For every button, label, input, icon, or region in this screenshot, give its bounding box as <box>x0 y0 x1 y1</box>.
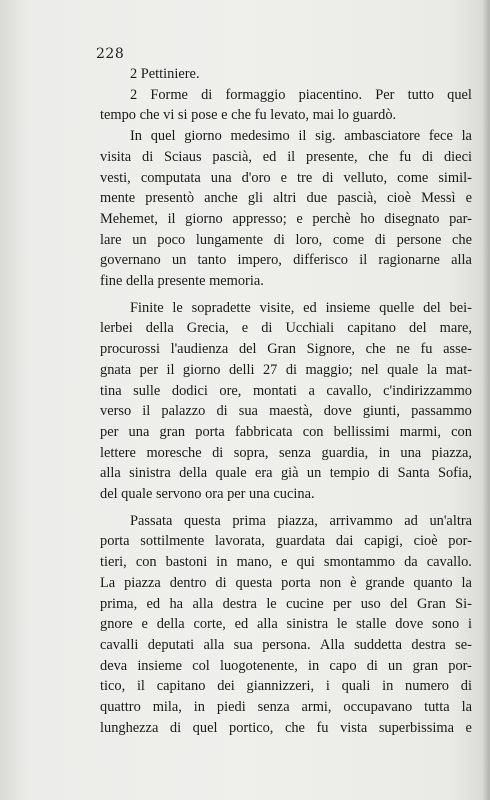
text-line: quattro mila, in piedi senza armi, occupavano tutta la <box>100 699 472 716</box>
text-line: tieri, con bastoni in mano, e qui smontammo da cavallo. <box>100 554 472 571</box>
text-line: Passata questa prima piazza, arrivammo ad un'altra <box>130 512 472 529</box>
text-line: In quel giorno medesimo il sig. ambasciatore fece la <box>130 128 472 145</box>
text-line: Finite le sopradette visite, ed insieme quelle del bei- <box>130 299 472 316</box>
list-item: 2 Pettiniere. <box>130 66 200 82</box>
page-number: 228 <box>96 46 125 62</box>
text-line: 2 Forme di formaggio piacentino. Per tutto quel <box>130 86 472 103</box>
text-line: tina sulle dodici ore, montati a cavallo, c'indirizzammo <box>100 382 472 399</box>
text-line: lunghezza di quel portico, che fu vista superbissima e <box>100 719 472 736</box>
text-line: lerbei della Grecia, e di Ucchiali capitano del mare, <box>100 320 472 337</box>
page-text <box>100 64 472 739</box>
text-line: prima, ed ha alla destra le cucine per uso del Gran Si- <box>100 595 472 612</box>
text-line: gnore e della corte, ed alla sinistra le stalle dove sono i <box>100 616 472 633</box>
page-edge-shadow <box>482 0 490 800</box>
text-line: fine della presente memoria. <box>100 273 264 290</box>
text-line: mente presentò anche gli altri due pascià, cioè Messì e <box>100 190 472 207</box>
text-line: tempo che vi si pose e che fu levato, mai lo guardò. <box>100 107 397 124</box>
text-line: verso il palazzo di sua maestà, dove giunti, passammo <box>100 403 472 420</box>
text-line: cavalli deputati alla sua persona. Alla suddetta destra se- <box>100 636 472 653</box>
text-line: La piazza dentro di questa porta non è grande quanto la <box>100 574 472 591</box>
text-line: gnata per il giorno delli 27 di maggio; nel quale la mat- <box>100 361 472 378</box>
text-line: lettere moresche di sopra, senza guardia, in una piazza, <box>100 444 472 461</box>
text-line: deva insieme col luogotenente, in capo di un gran por- <box>100 657 472 674</box>
text-line: lare un poco lungamente di loro, come di persone che <box>100 231 472 248</box>
text-line: tico, il capitano dei giannizzeri, i quali in numero di <box>100 678 472 695</box>
text-line: alla sinistra della quale era già un tempio di Santa Sofia, <box>100 465 472 482</box>
text-line: procurossi l'audienza del Gran Signore, che ne fu asse- <box>100 341 472 358</box>
text-line: del quale servono ora per una cucina. <box>100 486 315 503</box>
text-line: governano un tanto impero, differisco il ragionarne alla <box>100 252 472 269</box>
text-line: visita di Sciaus pascià, ed il presente, che fu di dieci <box>100 148 472 165</box>
text-line: vesti, computata una d'oro e tre di velluto, come simil- <box>100 169 472 186</box>
text-line: per una gran porta fabbricata con bellissimi marmi, con <box>100 423 472 440</box>
text-line: Mehemet, il giorno appresso; e perchè ho disegnato par- <box>100 210 472 227</box>
text-line: porta sottilmente lavorata, guardata dai capigi, cioè por- <box>100 533 472 550</box>
